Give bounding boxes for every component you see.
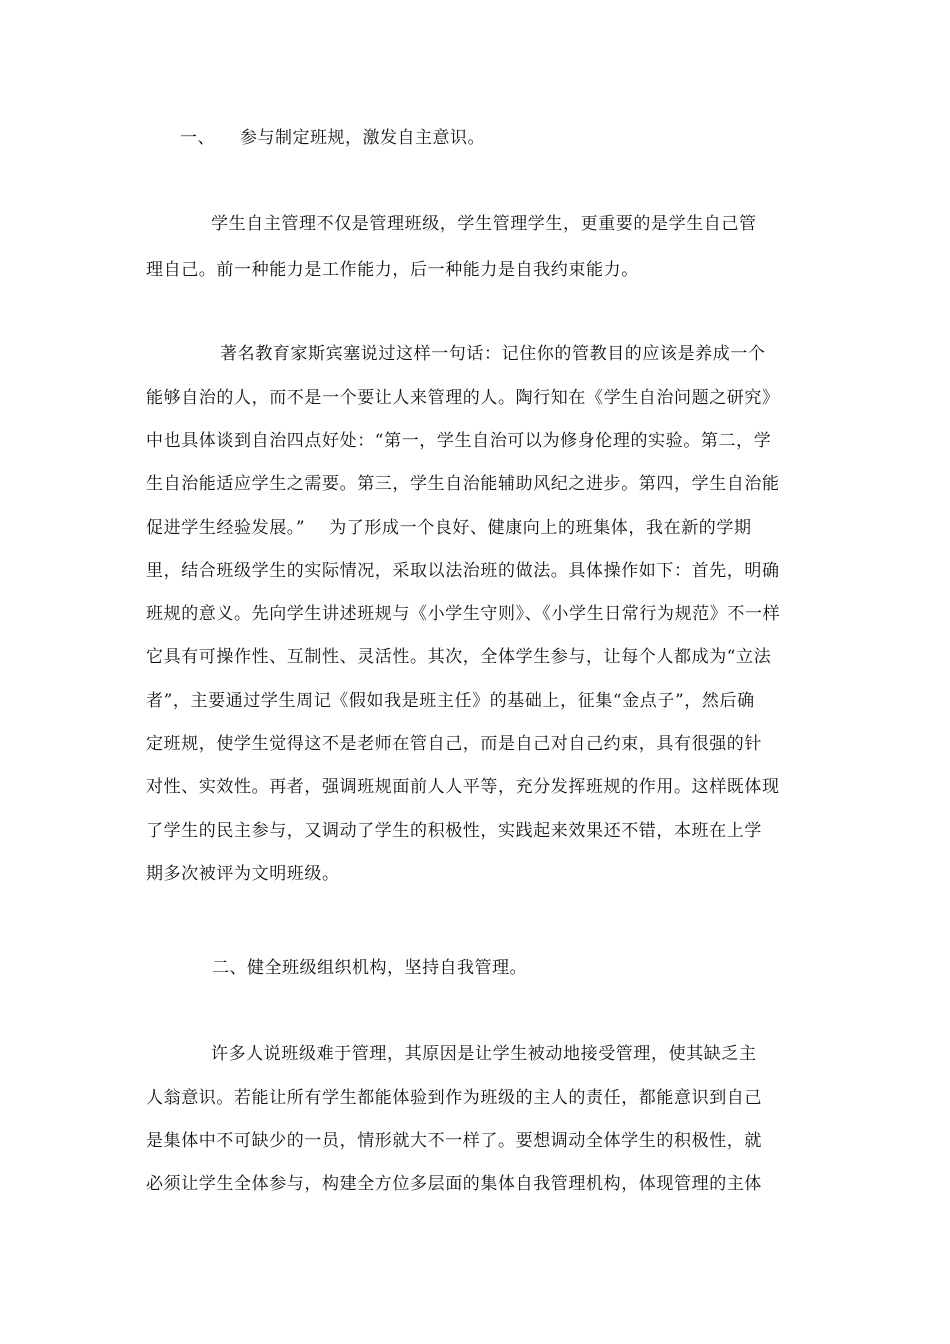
paragraph-line: 班规的意义。先向学生讲述班规与《小学生守则》、《小学生日常行为规范》不一样	[146, 604, 781, 624]
paragraph-line: 促进学生经验发展。” 为了形成一个良好、健康向上的班集体，我在新的学期	[146, 518, 752, 538]
paragraph-line: 里，结合班级学生的实际情况，采取以法治班的做法。具体操作如下：首先，明确	[146, 561, 780, 581]
paragraph-line: 必须让学生全体参与，构建全方位多层面的集体自我管理机构，体现管理的主体	[146, 1174, 762, 1194]
paragraph-line: 能够自治的人，而不是一个要让人来管理的人。陶行知在《学生自治问题之研究》	[146, 388, 780, 408]
paragraph-line: 中也具体谈到自治四点好处：“第一，学生自治可以为修身伦理的实验。第二，学	[146, 431, 772, 451]
section-1-title: 参与制定班规，激发自主意识。	[240, 128, 485, 148]
paragraph-line: 许多人说班级难于管理，其原因是让学生被动地接受管理，使其缺乏主	[211, 1044, 757, 1064]
paragraph-line: 著名教育家斯宾塞说过这样一句话：记住你的管教目的应该是养成一个	[220, 344, 766, 364]
paragraph-line: 是集体中不可缺少的一员，情形就大不一样了。要想调动全体学生的积极性，就	[146, 1131, 762, 1151]
paragraph-line: 学生自主管理不仅是管理班级，学生管理学生，更重要的是学生自己管	[211, 214, 757, 234]
paragraph-line: 了学生的民主参与，又调动了学生的积极性，实践起来效果还不错，本班在上学	[146, 821, 762, 841]
paragraph-line: 定班规，使学生觉得这不是老师在管自己，而是自己对自己约束，具有很强的针	[146, 734, 762, 754]
paragraph-line: 生自治能适应学生之需要。第三，学生自治能辅助风纪之进步。第四，学生自治能	[146, 474, 780, 494]
paragraph-line: 人翁意识。若能让所有学生都能体验到作为班级的主人的责任，都能意识到自己	[146, 1088, 762, 1108]
section-1-number: 一、	[180, 128, 215, 148]
paragraph-line: 理自己。前一种能力是工作能力，后一种能力是自我约束能力。	[146, 260, 639, 280]
section-2-title: 二、健全班级组织机构，坚持自我管理。	[212, 958, 527, 978]
paragraph-line: 对性、实效性。再者，强调班规面前人人平等，充分发挥班规的作用。这样既体现	[146, 777, 780, 797]
paragraph-line: 它具有可操作性、互制性、灵活性。其次，全体学生参与，让每个人都成为“立法	[146, 647, 772, 667]
paragraph-line: 期多次被评为文明班级。	[146, 864, 340, 884]
paragraph-line: 者”，主要通过学生周记《假如我是班主任》的基础上，征集“金点子”，然后确	[146, 691, 755, 711]
